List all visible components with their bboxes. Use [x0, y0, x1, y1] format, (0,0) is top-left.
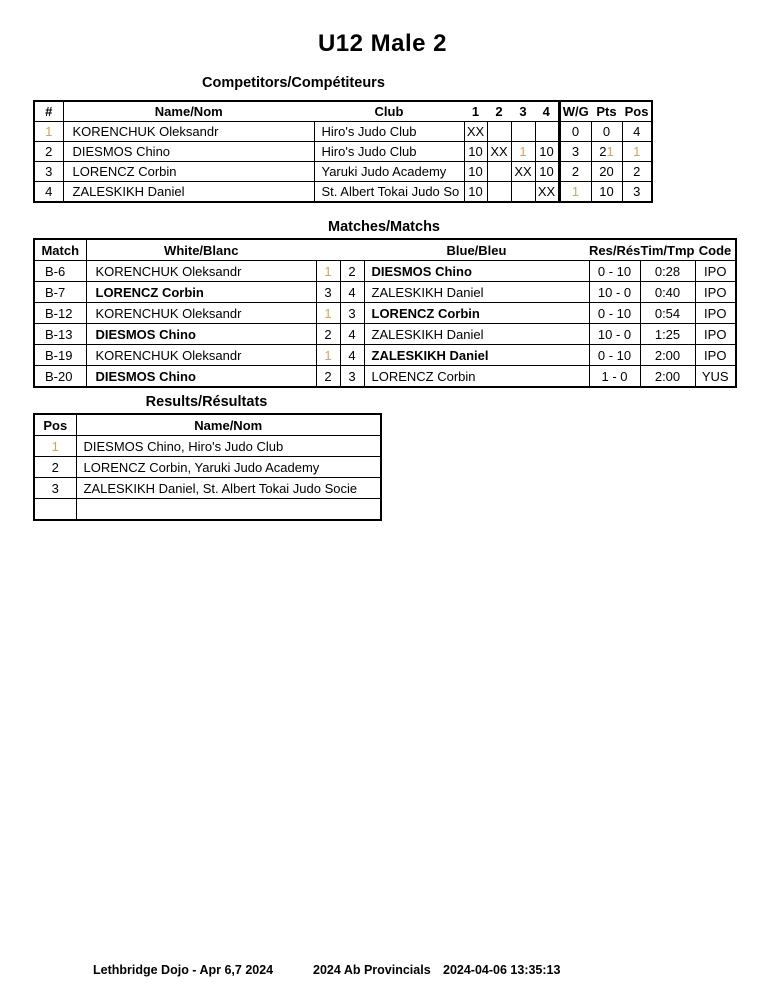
- blue-number: 4: [340, 324, 364, 345]
- col-wins: W/G: [559, 101, 591, 122]
- competitor-club: St. Albert Tokai Judo So: [314, 182, 464, 203]
- grid-cell: [487, 162, 511, 182]
- result-position: 1: [34, 436, 76, 457]
- match-time: 0:28: [640, 261, 695, 282]
- match-id: B-13: [34, 324, 86, 345]
- results-table: [33, 413, 382, 521]
- blue-name: ZALESKIKH Daniel: [364, 282, 589, 303]
- competitor-wins: 3: [559, 142, 591, 162]
- match-result: 10 - 0: [589, 282, 640, 303]
- white-number: 1: [316, 303, 340, 324]
- competitor-row: [34, 182, 652, 203]
- grid-cell: 10: [464, 142, 487, 162]
- blue-number: 3: [340, 366, 364, 388]
- grid-cell: [535, 122, 559, 142]
- grid-cell: [487, 122, 511, 142]
- col-grid-1: 1: [464, 101, 487, 122]
- competitor-wins: 1: [559, 182, 591, 203]
- results-heading: Results/Résultats: [145, 394, 268, 410]
- white-name: KORENCHUK Oleksandr: [86, 261, 316, 282]
- result-position: [34, 499, 76, 521]
- match-code: IPO: [695, 282, 736, 303]
- competitor-number: 2: [34, 142, 63, 162]
- grid-cell: 10: [464, 182, 487, 203]
- blue-name: DIESMOS Chino: [364, 261, 589, 282]
- footer-print-timestamp: 2024-04-06 13:35:13: [443, 963, 561, 977]
- competitor-position: 1: [622, 142, 652, 162]
- competitor-row: [34, 162, 652, 182]
- match-row: [34, 345, 736, 366]
- competitor-wins: 2: [559, 162, 591, 182]
- competitors-header-row: [34, 101, 652, 122]
- blue-number: 3: [340, 303, 364, 324]
- matches-table: [33, 238, 737, 388]
- col-name: Name/Nom: [76, 414, 381, 436]
- competitor-name: ZALESKIKH Daniel: [63, 182, 314, 203]
- matches-header-row: [34, 239, 736, 261]
- competitor-name: KORENCHUK Oleksandr: [63, 122, 314, 142]
- white-name: KORENCHUK Oleksandr: [86, 345, 316, 366]
- result-row: [34, 499, 381, 521]
- footer-venue-date: Lethbridge Dojo - Apr 6,7 2024: [93, 963, 274, 977]
- match-result: 0 - 10: [589, 303, 640, 324]
- competitor-number: 1: [34, 122, 63, 142]
- competitor-number: 3: [34, 162, 63, 182]
- match-result: 1 - 0: [589, 366, 640, 388]
- grid-cell: 10: [535, 162, 559, 182]
- match-id: B-6: [34, 261, 86, 282]
- white-name: DIESMOS Chino: [86, 366, 316, 388]
- result-name: DIESMOS Chino, Hiro's Judo Club: [76, 436, 381, 457]
- match-result: 0 - 10: [589, 345, 640, 366]
- competitor-position: 3: [622, 182, 652, 203]
- result-row: [34, 457, 381, 478]
- match-code: IPO: [695, 261, 736, 282]
- match-code: IPO: [695, 324, 736, 345]
- competitor-wins: 0: [559, 122, 591, 142]
- points-part: 2: [599, 144, 607, 159]
- match-row: [34, 303, 736, 324]
- col-grid-2: 2: [487, 101, 511, 122]
- match-row: [34, 324, 736, 345]
- competitor-points: 0: [591, 122, 622, 142]
- footer-event-name: 2024 Ab Provincials: [313, 963, 431, 977]
- competitor-row: [34, 142, 652, 162]
- match-row: [34, 282, 736, 303]
- col-blue: Blue/Bleu: [364, 239, 589, 261]
- competitor-position: 4: [622, 122, 652, 142]
- match-result: 10 - 0: [589, 324, 640, 345]
- match-time: 1:25: [640, 324, 695, 345]
- match-row: [34, 366, 736, 388]
- competitor-club: Yaruki Judo Academy: [314, 162, 464, 182]
- match-id: B-19: [34, 345, 86, 366]
- page-title: U12 Male 2: [317, 30, 448, 57]
- match-id: B-12: [34, 303, 86, 324]
- col-grid-4: 4: [535, 101, 559, 122]
- result-name: [76, 499, 381, 521]
- white-name: KORENCHUK Oleksandr: [86, 303, 316, 324]
- grid-cell: 10: [464, 162, 487, 182]
- col-position: Pos: [34, 414, 76, 436]
- col-blue-num: [340, 239, 364, 261]
- blue-number: 4: [340, 345, 364, 366]
- blue-name: LORENCZ Corbin: [364, 303, 589, 324]
- match-time: 0:54: [640, 303, 695, 324]
- match-code: YUS: [695, 366, 736, 388]
- competitor-points: 20: [591, 162, 622, 182]
- match-row: [34, 261, 736, 282]
- blue-name: ZALESKIKH Daniel: [364, 345, 589, 366]
- col-result: Res/Rés: [589, 239, 640, 261]
- grid-cell: [511, 122, 535, 142]
- result-row: [34, 478, 381, 499]
- competitor-points: 10: [591, 182, 622, 203]
- col-grid-3: 3: [511, 101, 535, 122]
- competitor-club: Hiro's Judo Club: [314, 142, 464, 162]
- col-points: Pts: [591, 101, 622, 122]
- match-id: B-7: [34, 282, 86, 303]
- blue-number: 4: [340, 282, 364, 303]
- competitor-name: LORENCZ Corbin: [63, 162, 314, 182]
- competitor-name: DIESMOS Chino: [63, 142, 314, 162]
- col-time: Tim/Tmp: [640, 239, 695, 261]
- col-white: White/Blanc: [86, 239, 316, 261]
- matches-heading: Matches/Matchs: [327, 219, 440, 235]
- grid-cell: [511, 182, 535, 203]
- white-name: LORENCZ Corbin: [86, 282, 316, 303]
- result-name: ZALESKIKH Daniel, St. Albert Tokai Judo Socie: [76, 478, 381, 499]
- grid-cell: [487, 182, 511, 203]
- grid-cell: 1: [511, 142, 535, 162]
- points-part: 1: [606, 144, 614, 159]
- col-position: Pos: [622, 101, 652, 122]
- blue-number: 2: [340, 261, 364, 282]
- competitor-number: 4: [34, 182, 63, 203]
- grid-cell: 10: [535, 142, 559, 162]
- match-time: 0:40: [640, 282, 695, 303]
- white-number: 2: [316, 366, 340, 388]
- white-number: 1: [316, 261, 340, 282]
- white-name: DIESMOS Chino: [86, 324, 316, 345]
- result-position: 2: [34, 457, 76, 478]
- grid-cell: XX: [487, 142, 511, 162]
- match-time: 2:00: [640, 366, 695, 388]
- result-row: [34, 436, 381, 457]
- competitor-points: [591, 142, 622, 162]
- grid-cell: XX: [464, 122, 487, 142]
- grid-cell: XX: [535, 182, 559, 203]
- grid-cell: XX: [511, 162, 535, 182]
- white-number: 2: [316, 324, 340, 345]
- col-club: Club: [314, 101, 464, 122]
- match-code: IPO: [695, 345, 736, 366]
- white-number: 3: [316, 282, 340, 303]
- col-white-num: [316, 239, 340, 261]
- competitors-heading: Competitors/Compétiteurs: [202, 75, 385, 91]
- competitor-position: 2: [622, 162, 652, 182]
- results-header-row: [34, 414, 381, 436]
- match-code: IPO: [695, 303, 736, 324]
- result-name: LORENCZ Corbin, Yaruki Judo Academy: [76, 457, 381, 478]
- col-name: Name/Nom: [63, 101, 314, 122]
- match-result: 0 - 10: [589, 261, 640, 282]
- white-number: 1: [316, 345, 340, 366]
- result-position: 3: [34, 478, 76, 499]
- competitor-row: [34, 122, 652, 142]
- col-code: Code: [695, 239, 736, 261]
- match-id: B-20: [34, 366, 86, 388]
- match-time: 2:00: [640, 345, 695, 366]
- col-match: Match: [34, 239, 86, 261]
- competitors-table: [33, 100, 653, 203]
- blue-name: LORENCZ Corbin: [364, 366, 589, 388]
- blue-name: ZALESKIKH Daniel: [364, 324, 589, 345]
- col-number: #: [34, 101, 63, 122]
- competitor-club: Hiro's Judo Club: [314, 122, 464, 142]
